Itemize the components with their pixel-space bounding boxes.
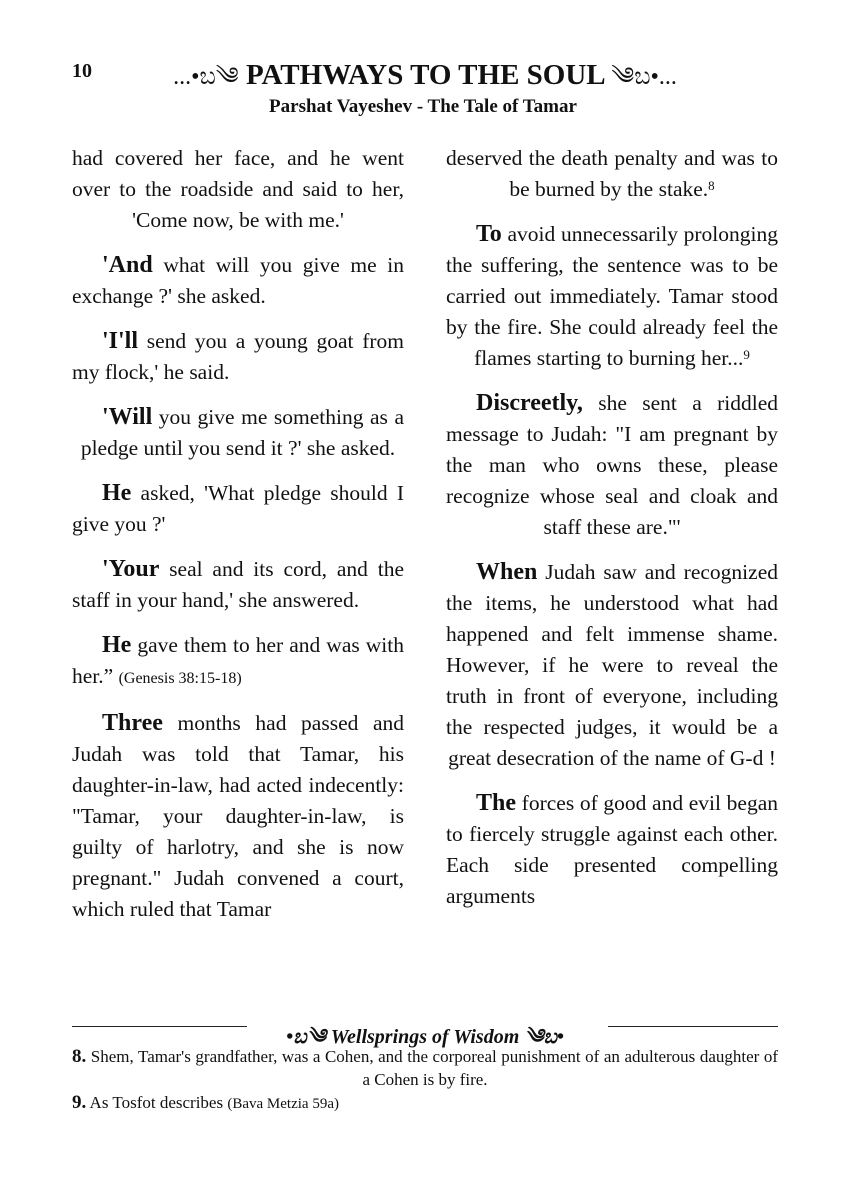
paragraph (446, 143, 778, 205)
ornament-left-icon: ...•ಬ༄ (173, 64, 239, 90)
paragraph (72, 554, 404, 616)
footnote (72, 1091, 778, 1116)
paragraph-text: gave them to her and was with her.” (72, 633, 404, 688)
paragraph-text: Judah saw and recognized the items, he understood what had happened and felt immense shame. However, if he were to reveal the truth in front of everyone, including the respected judges, it would be a great desecration of the name of G-d ! (446, 560, 778, 770)
paragraph-text: you give me something as a pledge until you send it ?' she asked. (80, 405, 404, 460)
paragraph (72, 326, 404, 388)
paragraph-lead-word: Three (102, 710, 163, 736)
paragraph-text: months had passed and Judah was told that Tamar, his daughter-in-law, had acted indecently: "Tamar, your daughter-in-law, is guilty of harlotry, and she is now pregnant." Judah convened a court, which ruled that Tamar (72, 711, 404, 921)
footnote-number: 9. (72, 1092, 87, 1113)
paragraph (72, 630, 404, 694)
divider-line-right (608, 1026, 778, 1027)
paragraph-text: what will you give me in exchange ?' she asked. (72, 253, 404, 308)
paragraph (446, 388, 778, 543)
paragraph-text: avoid unnecessarily prolonging the suffering, the sentence was to be carried out immediately. Tamar stood by the fire. She could already feel the flames starting to burning her... (446, 222, 778, 370)
page-number: 10 (72, 60, 92, 82)
footnote-divider-label: •ಬ༄ Wellsprings of Wisdom ༄ಬ• (286, 1026, 564, 1048)
paragraph-lead-word: He (102, 480, 132, 506)
paragraph-lead-word: 'Will (102, 404, 153, 430)
ornament-right-icon: ༄ಬ•... (611, 64, 677, 90)
paragraph-text: asked, 'What pledge should I give you ?' (72, 481, 404, 536)
paragraph-lead-word: He (102, 632, 132, 658)
footnote-marker: 9 (743, 347, 750, 362)
paragraph (446, 219, 778, 374)
paragraph (72, 250, 404, 312)
footnote-reference: (Bava Metzia 59a) (227, 1096, 339, 1112)
footnote-marker: 8 (708, 178, 715, 193)
footnotes (72, 1045, 778, 1116)
footnote (72, 1045, 778, 1091)
paragraph-lead-word: The (476, 790, 517, 816)
paragraph-text: had covered her face, and he went over to the roadside and said to her, 'Come now, be with me.' (72, 146, 404, 232)
paragraph-lead-word: To (476, 221, 502, 247)
footnote-number: 8. (72, 1046, 87, 1067)
paragraph (72, 402, 404, 464)
right-column (446, 143, 778, 926)
book-title: PATHWAYS TO THE SOUL (245, 59, 605, 91)
scripture-reference: (Genesis 38:15-18) (118, 670, 242, 687)
paragraph-lead-word: Discreetly, (476, 390, 583, 416)
paragraph (72, 708, 404, 925)
paragraph (446, 557, 778, 774)
paragraph-text: deserved the death penalty and was to be burned by the stake. (446, 146, 778, 201)
left-column (72, 143, 404, 939)
paragraph-lead-word: 'I'll (102, 328, 139, 354)
footnote-text: Shem, Tamar's grandfather, was a Cohen, and the corporeal punishment of an adulterous daughter of a Cohen is by fire. (86, 1047, 778, 1089)
paragraph-lead-word: 'And (102, 252, 153, 278)
paragraph (72, 143, 404, 236)
paragraph-lead-word: When (476, 559, 538, 585)
chapter-subtitle: Parshat Vayeshev - The Tale of Tamar (269, 96, 577, 117)
paragraph-text: forces of good and evil began to fiercely struggle against each other. Each side presented compelling arguments (446, 791, 778, 908)
paragraph-text: she sent a riddled message to Judah: "I am pregnant by the man who owns these, please recognize whose seal and cloak and staff these are."' (446, 391, 778, 539)
paragraph (72, 478, 404, 540)
paragraph-text: seal and its cord, and the staff in your hand,' she answered. (72, 557, 404, 612)
paragraph (446, 788, 778, 912)
paragraph-lead-word: 'Your (102, 556, 160, 582)
footnote-divider (72, 1014, 778, 1048)
footnote-text: As Tosfot describes (86, 1093, 228, 1112)
paragraph-text: send you a young goat from my flock,' he said. (72, 329, 404, 384)
